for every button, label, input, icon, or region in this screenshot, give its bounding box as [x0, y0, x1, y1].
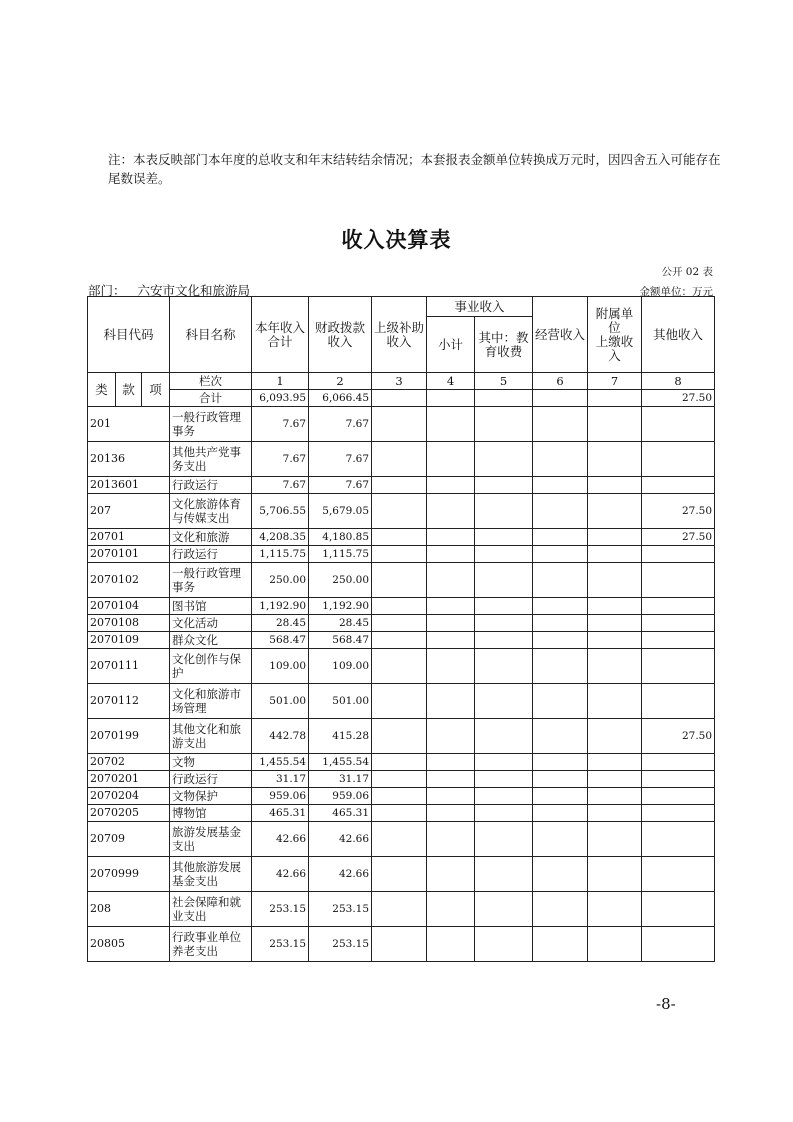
- row-total: 1,192.90: [252, 598, 309, 615]
- row-fiscal: 415.28: [309, 719, 372, 754]
- table-row: [88, 754, 715, 771]
- table-row: [88, 788, 715, 805]
- col-number: 1: [252, 373, 309, 390]
- row-name: 文化和旅游市场管理: [170, 684, 252, 719]
- row-code: 2013601: [88, 477, 170, 494]
- table-note: 注：本表反映部门本年度的总收支和年末结转结余情况；本套报表金额单位转换成万元时，因四舍五入可能存在尾数误差。: [108, 152, 721, 186]
- row-other: 27.50: [642, 529, 715, 546]
- row-code: 208: [88, 892, 170, 927]
- page-title: 收入决算表: [341, 228, 452, 252]
- col-number: 8: [642, 373, 715, 390]
- row-total: 250.00: [252, 563, 309, 598]
- row-other: [642, 927, 715, 962]
- row-name: 一般行政管理事务: [170, 563, 252, 598]
- row-fiscal: 253.15: [309, 927, 372, 962]
- row-name: 文物保护: [170, 788, 252, 805]
- header-edu-fee-line1: 其中：教: [478, 329, 529, 345]
- row-code: 2070112: [88, 684, 170, 719]
- department-name: 六安市文化和旅游局: [137, 283, 251, 298]
- row-other: [642, 477, 715, 494]
- row-code: 20701: [88, 529, 170, 546]
- row-other: [642, 649, 715, 684]
- row-total: 42.66: [252, 822, 309, 857]
- header-affiliated-line2: 上缴收入: [595, 333, 634, 363]
- row-name: 文化旅游体育与传媒支出: [170, 494, 252, 529]
- row-total: 1,115.75: [252, 546, 309, 563]
- row-total: 7.67: [252, 442, 309, 477]
- header-kuan: 款: [116, 373, 142, 407]
- row-total: 7.67: [252, 407, 309, 442]
- row-fiscal: 250.00: [309, 563, 372, 598]
- table-row: [88, 927, 715, 962]
- row-total: 28.45: [252, 615, 309, 632]
- row-other: 27.50: [642, 494, 715, 529]
- row-other: [642, 822, 715, 857]
- row-other: [642, 684, 715, 719]
- table-row: [88, 719, 715, 754]
- row-name: 一般行政管理事务: [170, 407, 252, 442]
- table-row: [88, 598, 715, 615]
- row-other: 27.50: [642, 719, 715, 754]
- row-name: 旅游发展基金支出: [170, 822, 252, 857]
- row-other: [642, 788, 715, 805]
- row-code: 2070109: [88, 632, 170, 649]
- row-total: 465.31: [252, 805, 309, 822]
- row-code: 201: [88, 407, 170, 442]
- row-name: 其他共产党事务支出: [170, 442, 252, 477]
- row-total: 501.00: [252, 684, 309, 719]
- row-other: [642, 442, 715, 477]
- table-row: [88, 442, 715, 477]
- row-other: [642, 857, 715, 892]
- col-number: 2: [309, 373, 372, 390]
- row-code: 2070999: [88, 857, 170, 892]
- row-name: 图书馆: [170, 598, 252, 615]
- row-total: 7.67: [252, 477, 309, 494]
- header-lei: 类: [88, 373, 116, 407]
- summary-fiscal: 6,066.45: [309, 390, 372, 407]
- page-number: -8-: [656, 995, 676, 1013]
- row-name: 文化和旅游: [170, 529, 252, 546]
- table-row: [88, 771, 715, 788]
- row-code: 2070199: [88, 719, 170, 754]
- row-total: 5,706.55: [252, 494, 309, 529]
- row-name: 其他文化和旅游支出: [170, 719, 252, 754]
- header-affiliated-line1: 附属单位: [595, 305, 634, 335]
- row-name: 其他旅游发展基金支出: [170, 857, 252, 892]
- header-operating: 经营收入: [533, 297, 588, 373]
- row-other: [642, 407, 715, 442]
- row-total: 959.06: [252, 788, 309, 805]
- table-row: [88, 546, 715, 563]
- row-fiscal: 1,455.54: [309, 754, 372, 771]
- row-name: 行政运行: [170, 477, 252, 494]
- row-fiscal: 42.66: [309, 822, 372, 857]
- row-code: 2070201: [88, 771, 170, 788]
- row-code: 2070111: [88, 649, 170, 684]
- row-total: 568.47: [252, 632, 309, 649]
- table-row: [88, 649, 715, 684]
- header-total: [252, 297, 309, 373]
- table-row: [88, 822, 715, 857]
- header-lanci: 栏次: [170, 373, 252, 390]
- col-number: 3: [372, 373, 427, 390]
- row-name: 行政运行: [170, 771, 252, 788]
- table-row: [88, 529, 715, 546]
- row-code: 20136: [88, 442, 170, 477]
- row-total: 253.15: [252, 927, 309, 962]
- row-fiscal: 42.66: [309, 857, 372, 892]
- row-fiscal: 568.47: [309, 632, 372, 649]
- header-superior: [372, 297, 427, 373]
- row-fiscal: 7.67: [309, 407, 372, 442]
- row-fiscal: 109.00: [309, 649, 372, 684]
- row-name: 行政事业单位养老支出: [170, 927, 252, 962]
- header-subtotal: 小计: [427, 317, 475, 373]
- header-total-line1: 本年收入: [255, 319, 306, 335]
- row-code: 2070102: [88, 563, 170, 598]
- row-fiscal: 1,192.90: [309, 598, 372, 615]
- table-row: [88, 857, 715, 892]
- header-fiscal-line2: 收入: [327, 333, 353, 349]
- amount-unit: 金额单位：万元: [639, 286, 713, 298]
- summary-total: 6,093.95: [252, 390, 309, 407]
- row-name: 社会保障和就业支出: [170, 892, 252, 927]
- header-name: 科目名称: [170, 297, 252, 373]
- row-total: 442.78: [252, 719, 309, 754]
- row-code: 2070101: [88, 546, 170, 563]
- row-other: [642, 598, 715, 615]
- row-code: 207: [88, 494, 170, 529]
- row-code: 2070104: [88, 598, 170, 615]
- row-fiscal: 465.31: [309, 805, 372, 822]
- table-row: [88, 632, 715, 649]
- table-row: [88, 805, 715, 822]
- row-other: [642, 632, 715, 649]
- table-row: [88, 407, 715, 442]
- table-row: [88, 615, 715, 632]
- row-other: [642, 892, 715, 927]
- row-total: 109.00: [252, 649, 309, 684]
- row-total: 31.17: [252, 771, 309, 788]
- row-total: 1,455.54: [252, 754, 309, 771]
- header-other: 其他收入: [642, 297, 715, 373]
- row-other: [642, 546, 715, 563]
- col-number: 7: [588, 373, 642, 390]
- header-code: 科目代码: [88, 297, 170, 373]
- summary-label: 合计: [170, 390, 252, 407]
- row-fiscal: 253.15: [309, 892, 372, 927]
- table-row: [88, 892, 715, 927]
- row-total: 4,208.35: [252, 529, 309, 546]
- row-code: 20702: [88, 754, 170, 771]
- row-code: 20805: [88, 927, 170, 962]
- row-code: 2070204: [88, 788, 170, 805]
- header-fiscal: [309, 297, 372, 373]
- row-code: 2070108: [88, 615, 170, 632]
- row-total: 253.15: [252, 892, 309, 927]
- header-business-income: 事业收入: [427, 297, 533, 317]
- row-fiscal: 4,180.85: [309, 529, 372, 546]
- row-code: 2070205: [88, 805, 170, 822]
- row-fiscal: 1,115.75: [309, 546, 372, 563]
- row-name: 文化活动: [170, 615, 252, 632]
- header-superior-line1: 上级补助: [374, 319, 425, 335]
- col-number: 4: [427, 373, 475, 390]
- summary-other: 27.50: [642, 390, 715, 407]
- department-label: 部门：: [88, 283, 126, 298]
- row-other: [642, 754, 715, 771]
- form-number: 公开 02 表: [661, 266, 713, 278]
- row-fiscal: 28.45: [309, 615, 372, 632]
- row-name: 文物: [170, 754, 252, 771]
- row-other: [642, 615, 715, 632]
- row-other: [642, 771, 715, 788]
- table-row: [88, 477, 715, 494]
- header-edu-fee-line2: 育收费: [484, 343, 523, 359]
- header-fiscal-line1: 财政拨款: [315, 319, 366, 335]
- row-name: 博物馆: [170, 805, 252, 822]
- header-edu-fee: [475, 317, 533, 373]
- table-row: [88, 563, 715, 598]
- col-number: 5: [475, 373, 533, 390]
- row-fiscal: 501.00: [309, 684, 372, 719]
- row-fiscal: 7.67: [309, 477, 372, 494]
- row-name: 群众文化: [170, 632, 252, 649]
- header-affiliated: [588, 297, 642, 373]
- income-table: [87, 296, 715, 962]
- row-code: 20709: [88, 822, 170, 857]
- col-number: 6: [533, 373, 588, 390]
- row-name: 行政运行: [170, 546, 252, 563]
- row-other: [642, 563, 715, 598]
- row-fiscal: 7.67: [309, 442, 372, 477]
- row-fiscal: 31.17: [309, 771, 372, 788]
- row-total: 42.66: [252, 857, 309, 892]
- row-fiscal: 5,679.05: [309, 494, 372, 529]
- header-superior-line2: 收入: [386, 333, 412, 349]
- header-xiang: 项: [142, 373, 170, 407]
- table-row: [88, 684, 715, 719]
- table-row: [88, 494, 715, 529]
- header-total-line2: 合计: [267, 333, 293, 349]
- row-fiscal: 959.06: [309, 788, 372, 805]
- row-other: [642, 805, 715, 822]
- row-name: 文化创作与保护: [170, 649, 252, 684]
